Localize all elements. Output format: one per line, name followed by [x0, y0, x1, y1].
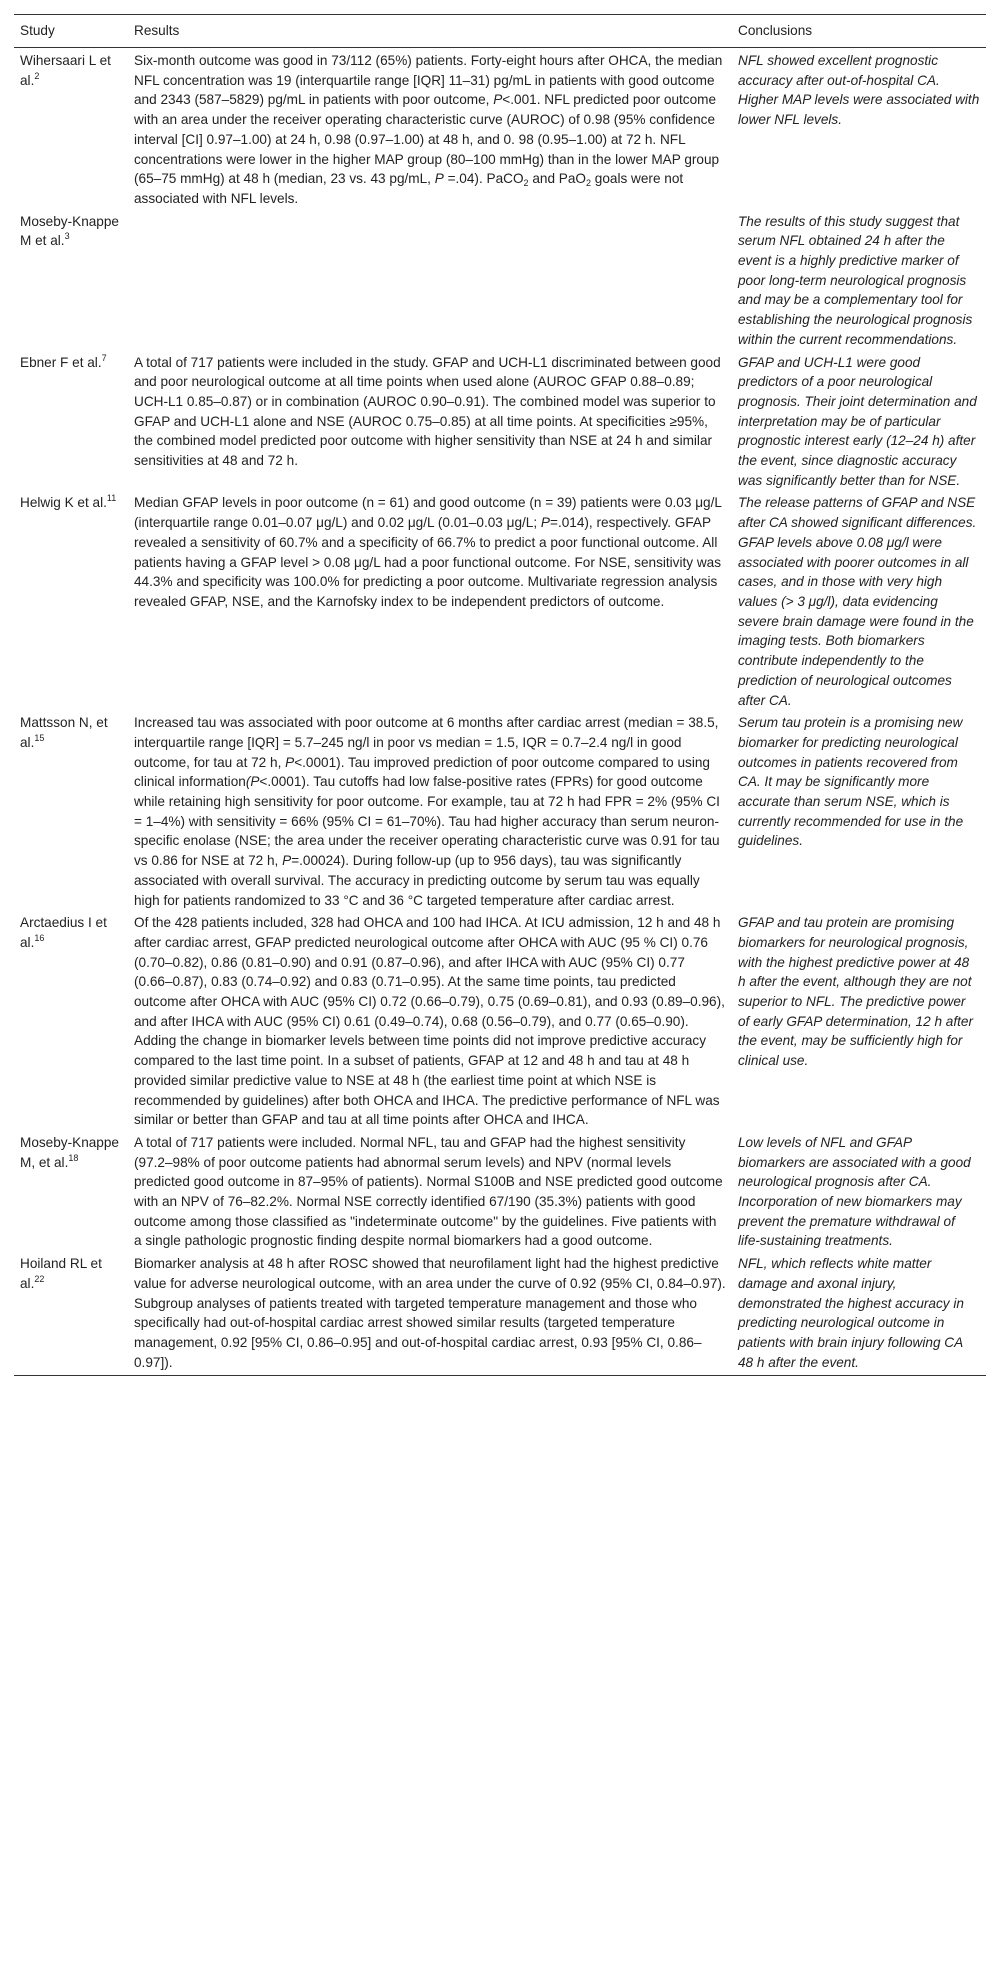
- study-name: Mattsson N, et al.: [20, 715, 108, 750]
- results-cell: [128, 910, 732, 1130]
- header-study: Study: [14, 15, 128, 48]
- table-row: [14, 48, 986, 209]
- p-value-symbol: P: [493, 92, 503, 108]
- table-row: [14, 490, 986, 710]
- conclusions-cell: Low levels of NFL and GFAP biomarkers are associated with a good neurological prognosis after CA. Incorporation of new biomarkers may prevent the premature withdrawal of life-sustaining treatments.: [738, 1134, 971, 1249]
- study-reference: 11: [106, 493, 117, 504]
- conclusions-cell: GFAP and UCH-L1 were good predictors of a poor neurological prognosis. Their joint determination and interpretation may be of particular prognostic interest early (12–24 h) after the event, since diagnostic accuracy was significantly better than for NSE.: [738, 354, 977, 488]
- p-value-symbol: P: [540, 515, 550, 531]
- results-text: Median GFAP levels in poor outcome (n = 61) and good outcome (n = 39) patients were 0.03 μg/L (interquartile range 0.01–0.07 μg/L) and 0.02 μg/L (0.01–0.03 μg/L;: [134, 495, 722, 531]
- results-text: goals were not associated with NFL levels.: [134, 171, 684, 206]
- study-name: Moseby-Knappe M, et al.: [20, 1134, 119, 1170]
- study-cell: [14, 1130, 128, 1251]
- table-row: [14, 1251, 986, 1376]
- results-text: A total of 717 patients were included. Normal NFL, tau and GFAP had the highest sensitivity (97.2–98% of poor outcome patients had abnormal serum levels) and NPV (normal levels predicted good outcome in 87–95% of patients). Normal S100B and NSE predicted good outcome with an NPV of 76–82.2%. Normal NSE correctly identified 67/190 (35.3%) patients with good outcome among those classified as "indeterminate outcome" by the guidelines. Five patients with a single pathologic prognostic finding despite normal biomarkers had a good outcome.: [134, 1134, 723, 1249]
- results-cell: [128, 48, 732, 209]
- study-reference: 2: [34, 70, 40, 81]
- results-text: A total of 717 patients were included in the study. GFAP and UCH-L1 discriminated between good and poor neurological outcome at all time points when used alone (AUROC GFAP 0.88–0.89; UCH-L1 0.85–0.87) or in combination (AUROC 0.90–0.91). The combined model was superior to GFAP and UCH-L1 alone and NSE (AUROC 0.75–0.85) at all time points. At specificities ≥95%, the combined model predicted poor outcome with higher sensitivity than NSE at 24 h and similar sensitivities at 48 and 72 h.: [134, 354, 721, 469]
- study-cell: [14, 710, 128, 910]
- results-cell: [128, 710, 732, 910]
- conclusions-cell: NFL showed excellent prognostic accuracy after out-of-hospital CA. Higher MAP levels were associated with lower NFL levels.: [738, 53, 980, 128]
- conclusions-cell: The results of this study suggest that serum NFL obtained 24 h after the event is a highly predictive marker of poor long-term neurological prognosis and may be a complementary tool for establishing the neurological prognosis within the current recommendations.: [738, 213, 973, 347]
- table-header-row: [14, 15, 986, 48]
- conclusions-cell: GFAP and tau protein are promising biomarkers for neurological prognosis, with the highest predictive power at 48 h after the event, although they are not superior to NFL. The predictive power of early GFAP determination, 12 h after the event, may be sufficiently high for clinical use.: [738, 915, 973, 1069]
- studies-table: [14, 14, 986, 1376]
- results-text: <.0001). Tau cutoffs had low false-positive rates (FPRs) for good outcome while retaining high sensitivity for poor outcome. For example, tau at 72 h had FPR = 2% (95% CI = 1–4%) with sensitivity = 66% (95% CI = 61–70%). Tau had higher accuracy than serum neuron-specific enolase (NSE; the area under the receiver operating characteristic curve was 0.91 for tau vs 0.86 for NSE at 72 h,: [134, 774, 720, 869]
- table-row: [14, 1130, 986, 1251]
- p-value-symbol: (P: [245, 774, 260, 790]
- results-cell: [128, 1130, 732, 1251]
- study-reference: 7: [101, 352, 107, 363]
- results-text: =.00024). During follow-up (up to 956 days), tau was significantly associated with overall survival. The accuracy in predicting outcome by serum tau was equally high for patients randomized to 33 °C and 36 °C targeted temperature after cardiac arrest.: [134, 853, 700, 908]
- study-name: Helwig K et al.: [20, 495, 107, 511]
- study-reference: 16: [34, 932, 45, 943]
- conclusions-cell: Serum tau protein is a promising new biomarker for predicting neurological outcomes in patients recovered from CA. It may be significantly more accurate than serum NSE, which is currently recommended for use in the guidelines.: [738, 715, 964, 849]
- study-cell: [14, 48, 128, 209]
- subscript: 2: [523, 178, 529, 189]
- header-results: Results: [128, 15, 732, 48]
- conclusions-cell: The release patterns of GFAP and NSE after CA showed significant differences. GFAP levels above 0.08 μg/l were associated with poorer outcomes in all cases, and in those with very high values (> 3 μg/l), data evidencing severe brain damage were found in the imaging tests. Both biomarkers contribute independently to the prediction of neurological outcomes after CA.: [738, 495, 977, 708]
- results-text: and PaO: [528, 171, 586, 187]
- results-text: Biomarker analysis at 48 h after ROSC showed that neurofilament light had the highest predictive value for adverse neurological outcome, with an area under the curve of 0.92 (95% CI, 0.84–0.97). Subgroup analyses of patients treated with targeted temperature management and those who specifically had out-of-hospital cardiac arrest showed similar results (targeted temperature management, 0.92 [95% CI, 0.86–0.95] and out-of-hospital cardiac arrest, 0.93 [95% CI, 0.86–0.97]).: [134, 1256, 726, 1370]
- conclusions-cell: NFL, which reflects white matter damage and axonal injury, demonstrated the highest accuracy in predicting neurological outcome in patients with brain injury following CA 48 h after the event.: [732, 1251, 986, 1376]
- header-conclusions: Conclusions: [732, 15, 986, 48]
- results-cell: [128, 490, 732, 710]
- study-reference: 18: [68, 1152, 79, 1163]
- study-cell: [14, 350, 128, 491]
- study-reference: 15: [34, 732, 45, 743]
- results-text: <.0001). Tau improved prediction of poor outcome compared to using clinical information: [134, 754, 710, 790]
- study-cell: [14, 910, 128, 1130]
- subscript: 2: [585, 178, 591, 189]
- results-text: Increased tau was associated with poor outcome at 6 months after cardiac arrest (median = 38.5, interquartile range [IQR] = 5.7–245 ng/l in poor vs median = 1.5, IQR = 0.7–2.4 ng/l in good outcome, for tau at 72 h,: [134, 715, 719, 770]
- results-text: =.014), respectively. GFAP revealed a sensitivity of 60.7% and a specificity of 66.7% to predict a poor functional outcome. All patients having a GFAP level > 0.08 μg/L had a poor functional outcome. For NSE, sensitivity was 44.3% and specificity was 100.0% for predicting a poor outcome. Multivariate regression analysis revealed GFAP, NSE, and the Karnofsky index to be independent predictors of outcome.: [134, 515, 722, 609]
- p-value-symbol: P: [434, 171, 444, 187]
- results-cell: [128, 1251, 732, 1376]
- study-name: Hoiland RL et al.: [20, 1256, 102, 1291]
- results-cell: [128, 209, 732, 350]
- study-name: Wihersaari L et al.: [20, 53, 111, 88]
- results-cell: [128, 350, 732, 491]
- study-cell: [14, 209, 128, 350]
- p-value-symbol: P: [285, 754, 295, 770]
- table-row: [14, 209, 986, 350]
- study-name: Moseby-Knappe M et al.: [20, 213, 119, 249]
- study-reference: 3: [64, 231, 70, 242]
- study-reference: 22: [34, 1273, 45, 1284]
- study-cell: [14, 1251, 128, 1376]
- study-cell: [14, 490, 128, 710]
- study-name: Ebner F et al.: [20, 354, 102, 370]
- table-row: [14, 910, 986, 1130]
- study-name: Arctaedius I et al.: [20, 915, 107, 950]
- table-row: [14, 350, 986, 491]
- results-text: Six-month outcome was good in 73/112 (65%) patients. Forty-eight hours after OHCA, the median NFL concentration was 19 (interquartile range [IQR] 11–31) pg/mL in patients with good outcome and 2343 (587–5829) pg/mL in patients with poor outcome,: [134, 53, 723, 108]
- table-row: [14, 710, 986, 910]
- results-text: =.04). PaCO: [443, 171, 524, 187]
- p-value-symbol: P: [282, 853, 292, 869]
- results-text: <.001. NFL predicted poor outcome with an area under the receiver operating characteristic curve (AUROC) of 0.98 (95% confidence interval [CI] 0.97–1.00) at 24 h, 0.98 (0.97–1.00) at 48 h, and 0. 98 (0.95–1.00) at 72 h. NFL concentrations were lower in the higher MAP group (80–100 mmHg) than in the lower MAP group (65–75 mmHg) at 48 h (median, 23 vs. 43 pg/mL,: [134, 92, 720, 187]
- results-text: Of the 428 patients included, 328 had OHCA and 100 had IHCA. At ICU admission, 12 h and 48 h after cardiac arrest, GFAP predicted neurological outcome after OHCA with AUC (95 % CI) 0.76 (0.70–0.82), 0.86 (0.81–0.90) and 0.91 (0.87–0.96), and after IHCA with AUC (95% CI) 0.77 (0.66–0.87), 0.83 (0.74–0.92) and 0.83 (0.71–0.95). At the same time points, tau predicted outcome after OHCA with AUC (95% CI) 0.72 (0.66–0.79), 0.75 (0.69–0.81), and 0.93 (0.89–0.96), and after IHCA with AUC (95% CI) 0.61 (0.49–0.74), 0.68 (0.56–0.79), and 0.77 (0.65–0.90). Adding the change in biomarker levels between time points did not improve predictive accuracy compared to the last time point. In a subset of patients, GFAP at 12 and 48 h and tau at 48 h provided similar predictive value to NSE at 48 h (the earliest time point at which NSE is recommended by guidelines) after both OHCA and IHCA. The predictive performance of NFL was similar or better than GFAP and tau at all time points after OHCA and IHCA.: [134, 915, 725, 1128]
